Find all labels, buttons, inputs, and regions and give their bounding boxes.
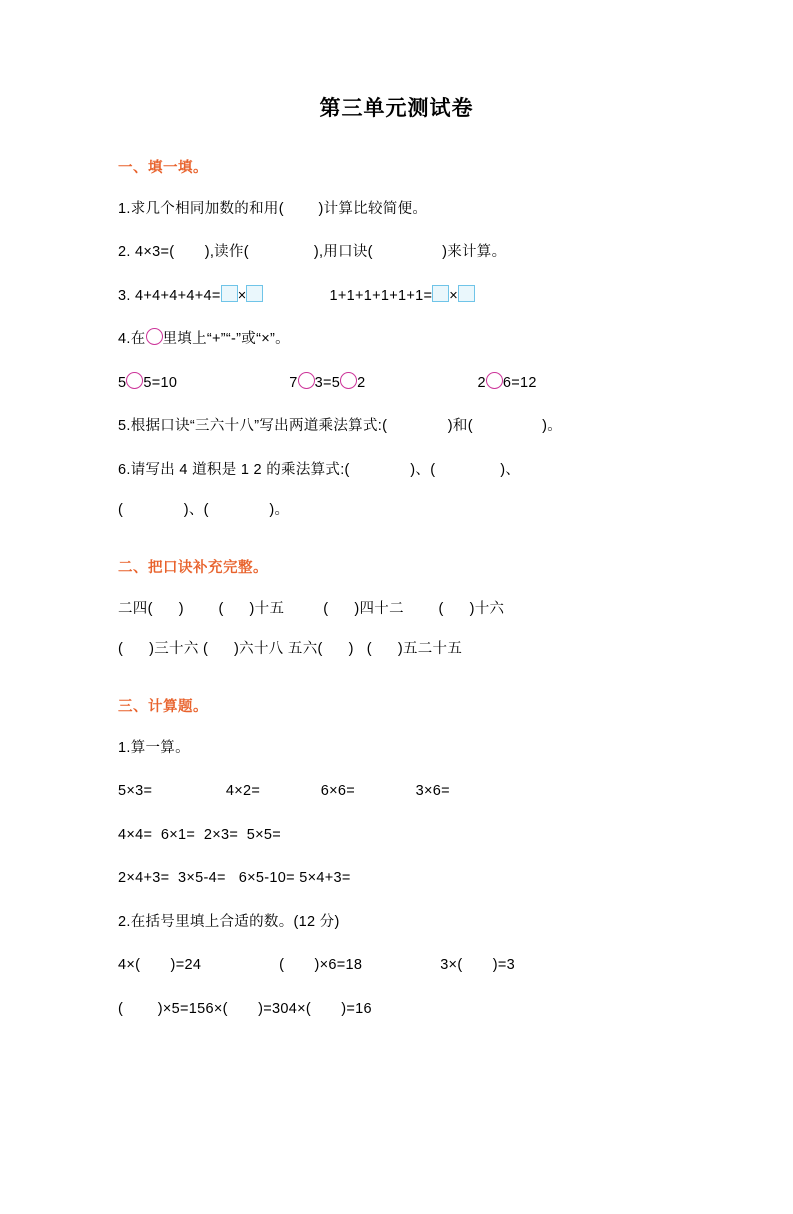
op-c-right: 6=12 <box>502 374 537 391</box>
q13-times-1: × <box>237 287 247 304</box>
op-b-mid: 3=5 <box>314 374 341 391</box>
question-3-2-label: 2.在括号里填上合适的数。(12 分) <box>118 913 340 930</box>
question-1-1: 1.求几个相同加数的和用( )计算比较简便。 <box>118 201 428 217</box>
circle-blank-icon[interactable] <box>126 372 143 389</box>
question-3-1-label: 1.算一算。 <box>118 739 190 756</box>
question-2-1: 二四( ) ( )十五 ( )四十二 ( )十六 <box>118 600 505 617</box>
worksheet-page <box>0 92 793 1214</box>
section-heading-2: 二、把口诀补充完整。 <box>118 559 268 576</box>
question-1-6: 6.请写出 4 道积是 1 2 的乘法算式:( )、( )、 <box>118 461 521 478</box>
answer-box-icon[interactable] <box>432 285 449 302</box>
answer-box-icon[interactable] <box>221 285 238 302</box>
circle-blank-icon[interactable] <box>146 328 163 345</box>
page-title: 第三单元测试卷 <box>319 97 474 120</box>
circle-blank-icon[interactable] <box>486 372 503 389</box>
question-3-1-row-1: 5×3= 4×2= 6×6= 3×6= <box>118 783 450 800</box>
question-1-4 <box>118 328 675 350</box>
q14-prefix: 4.在 <box>118 331 146 348</box>
question-1-4-ops <box>118 372 675 394</box>
question-3-1-row-3: 2×4+3= 3×5-4= 6×5-10= 5×4+3= <box>118 870 351 887</box>
question-2-2: ( )三十六 ( )六十八 五六( ) ( )五二十五 <box>118 641 463 658</box>
question-3-2-row-1: 4×( )=24 ( )×6=18 3×( )=3 <box>118 957 516 974</box>
op-b-left: 7 <box>289 374 298 391</box>
circle-blank-icon[interactable] <box>298 372 315 389</box>
answer-box-icon[interactable] <box>246 285 263 302</box>
question-1-5: 5.根据口诀“三六十八”写出两道乘法算式:( )和( )。 <box>118 418 563 435</box>
circle-blank-icon[interactable] <box>340 372 357 389</box>
question-1-3 <box>118 285 675 307</box>
section-heading-1: 一、填一填。 <box>118 160 208 176</box>
question-3-2-row-2: ( )×5=156×( )=304×( )=16 <box>118 1000 372 1017</box>
op-c-left: 2 <box>477 374 486 391</box>
op-b-right: 2 <box>357 374 366 391</box>
answer-box-icon[interactable] <box>458 285 475 302</box>
q14-suffix: 里填上“+”“-”或“×”。 <box>162 331 290 348</box>
q13-prefix: 3. 4+4+4+4+4= <box>118 287 221 304</box>
section-heading-3: 三、计算题。 <box>118 698 208 715</box>
question-3-1-row-2: 4×4= 6×1= 2×3= 5×5= <box>118 826 282 843</box>
op-a-left: 5 <box>118 374 127 391</box>
q13-mid: 1+1+1+1+1+1= <box>329 287 433 304</box>
op-a-right: 5=10 <box>143 374 178 391</box>
question-1-6-cont: ( )、( )。 <box>118 502 290 519</box>
question-1-2: 2. 4×3=( ),读作( ),用口诀( )来计算。 <box>118 244 507 261</box>
q13-times-2: × <box>449 287 459 304</box>
